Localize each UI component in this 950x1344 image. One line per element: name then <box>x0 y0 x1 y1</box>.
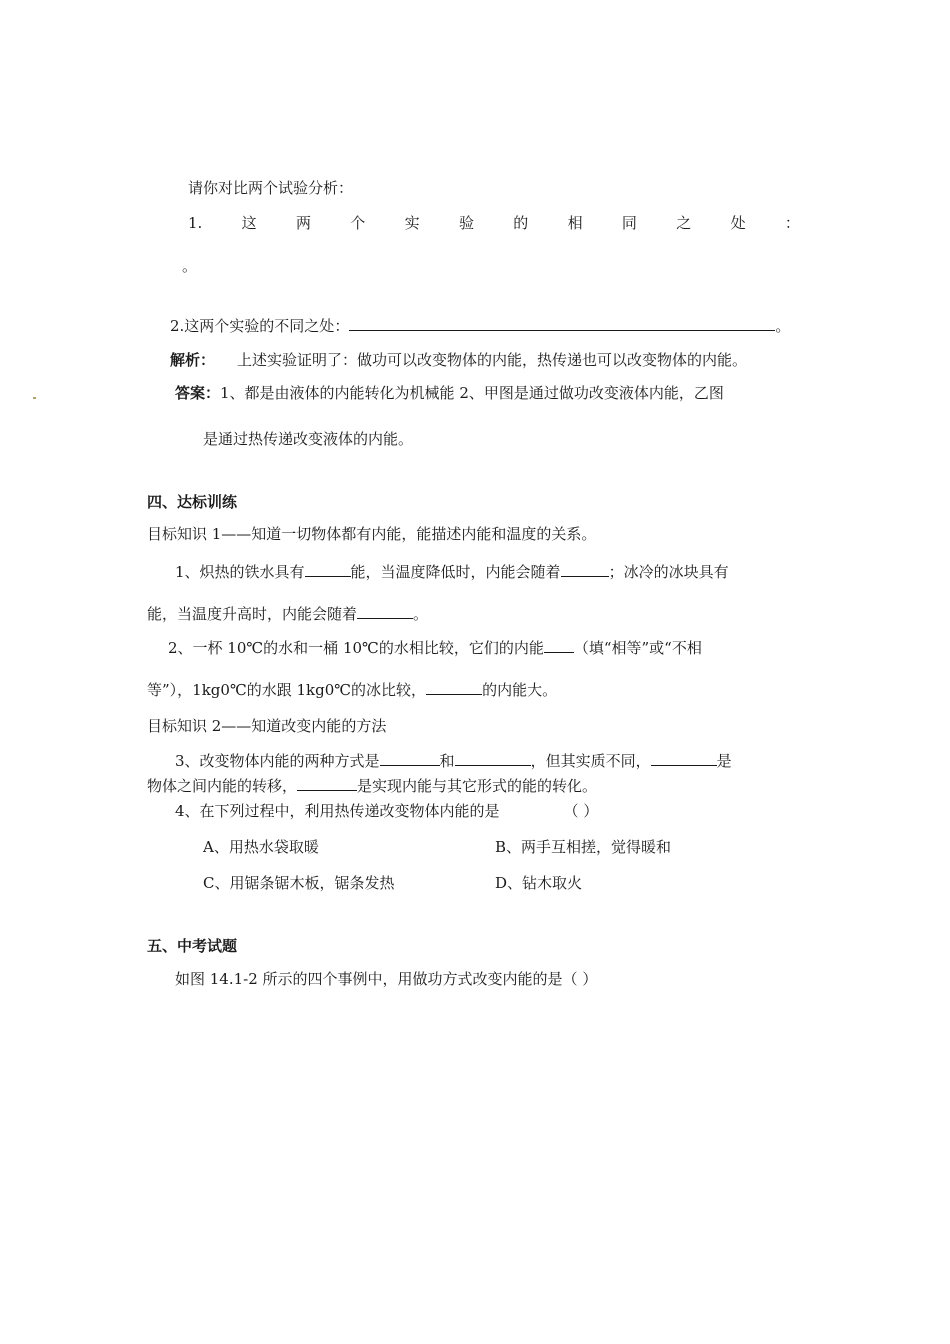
option-d: D、钻木取火 <box>495 874 583 892</box>
answer-blank <box>349 316 775 331</box>
exercise-1-text-c: ；冰冷的冰块具有 <box>608 563 729 581</box>
exercise-1-text-a: 1、炽热的铁水具有 <box>175 563 305 581</box>
answer-blank <box>544 638 574 653</box>
answer-blank <box>380 751 440 766</box>
goal-2: 目标知识 2——知道改变内能的方法 <box>147 717 387 735</box>
exercise-1-line-2 <box>147 604 428 624</box>
answer <box>175 383 724 403</box>
exercise-3-text-a: 3、改变物体内能的两种方式是 <box>175 752 380 770</box>
exercise-1-line-1 <box>175 562 729 582</box>
answer-blank <box>297 776 357 791</box>
question-2 <box>170 316 790 336</box>
answer-blank <box>357 604 413 619</box>
exercise-3-text-f: 是实现内能与其它形式的能的转化。 <box>357 777 598 795</box>
goal-1: 目标知识 1——知道一切物体都有内能，能描述内能和温度的关系。 <box>147 525 597 543</box>
spaced-char: 两 <box>295 214 311 232</box>
exercise-3-text-c: ，但其实质不同， <box>530 752 651 770</box>
exercise-1-text-d: 能，当温度升高时，内能会随着 <box>147 605 358 623</box>
section-4-heading: 四、达标训练 <box>147 493 238 511</box>
exercise-2-text-b: （填“相等”或“不相 <box>573 639 702 657</box>
exercise-3-line-1 <box>175 751 732 771</box>
exercise-2-line-1 <box>168 638 702 658</box>
exercise-2-text-a: 2、一杯 10℃的水和一桶 10℃的水相比较，它们的内能 <box>168 639 544 657</box>
answer-line-1: 1、都是由液体的内能转化为机械能 2、甲图是通过做功改变液体内能，乙图 <box>220 384 724 402</box>
answer-blank <box>426 680 482 695</box>
exercise-2-text-c: 等”），1kg0℃的水跟 1kg0℃的冰比较， <box>147 681 427 699</box>
exam-question: 如图 14.1-2 所示的四个事例中，用做功方式改变内能的是（ ） <box>175 970 598 988</box>
spaced-char: 的 <box>513 214 529 232</box>
exercise-2-line-2 <box>147 680 557 700</box>
exercise-2-text-d: 的内能大。 <box>482 681 558 699</box>
answer-line-2: 是通过热传递改变液体的内能。 <box>203 430 414 448</box>
answer-blank <box>651 751 717 766</box>
spaced-char: ： <box>784 214 800 232</box>
answer-blank <box>305 562 351 577</box>
stray-mark <box>33 397 36 399</box>
exercise-1-text-b: 能，当温度降低时，内能会随着 <box>350 563 561 581</box>
option-a: A、用热水袋取暖 <box>203 838 319 856</box>
exercise-3-line-2 <box>147 776 597 796</box>
exercise-3-text-b: 和 <box>439 752 455 770</box>
question-1-spaced <box>188 213 800 233</box>
question-2-text: 2.这两个实验的不同之处： <box>170 317 350 335</box>
analysis <box>170 350 747 370</box>
question-2-end: 。 <box>775 317 791 335</box>
exercise-3-text-d: 是 <box>716 752 732 770</box>
analysis-text: 上述实验证明了：做功可以改变物体的内能，热传递也可以改变物体的内能。 <box>237 351 748 369</box>
spaced-char: 实 <box>404 214 420 232</box>
question-1-end: 。 <box>182 257 198 275</box>
option-b: B、两手互相搓，觉得暖和 <box>495 838 672 856</box>
answer-label: 答案： <box>175 384 221 402</box>
answer-blank <box>561 562 609 577</box>
section-5-heading: 五、中考试题 <box>147 937 238 955</box>
spaced-char: 处 <box>730 214 746 232</box>
exercise-1-text-e: 。 <box>413 605 429 623</box>
spaced-char: 验 <box>458 214 474 232</box>
option-c: C、用锯条锯木板，锯条发热 <box>203 874 395 892</box>
spaced-char: 这 <box>241 214 257 232</box>
spaced-char: 同 <box>621 214 637 232</box>
answer-blank <box>455 751 531 766</box>
spaced-char: 相 <box>567 214 583 232</box>
compare-prompt: 请你对比两个试验分析： <box>188 179 354 197</box>
spaced-char: 1. <box>188 214 203 232</box>
analysis-label: 解析： <box>170 351 216 369</box>
exercise-4 <box>175 801 598 821</box>
exercise-3-text-e: 物体之间内能的转移， <box>147 777 298 795</box>
spaced-char: 之 <box>676 214 692 232</box>
exercise-4-text: 4、在下列过程中，利用热传递改变物体内能的是 <box>175 802 500 820</box>
spaced-char: 个 <box>350 214 366 232</box>
answer-parentheses: （ ） <box>563 802 599 820</box>
